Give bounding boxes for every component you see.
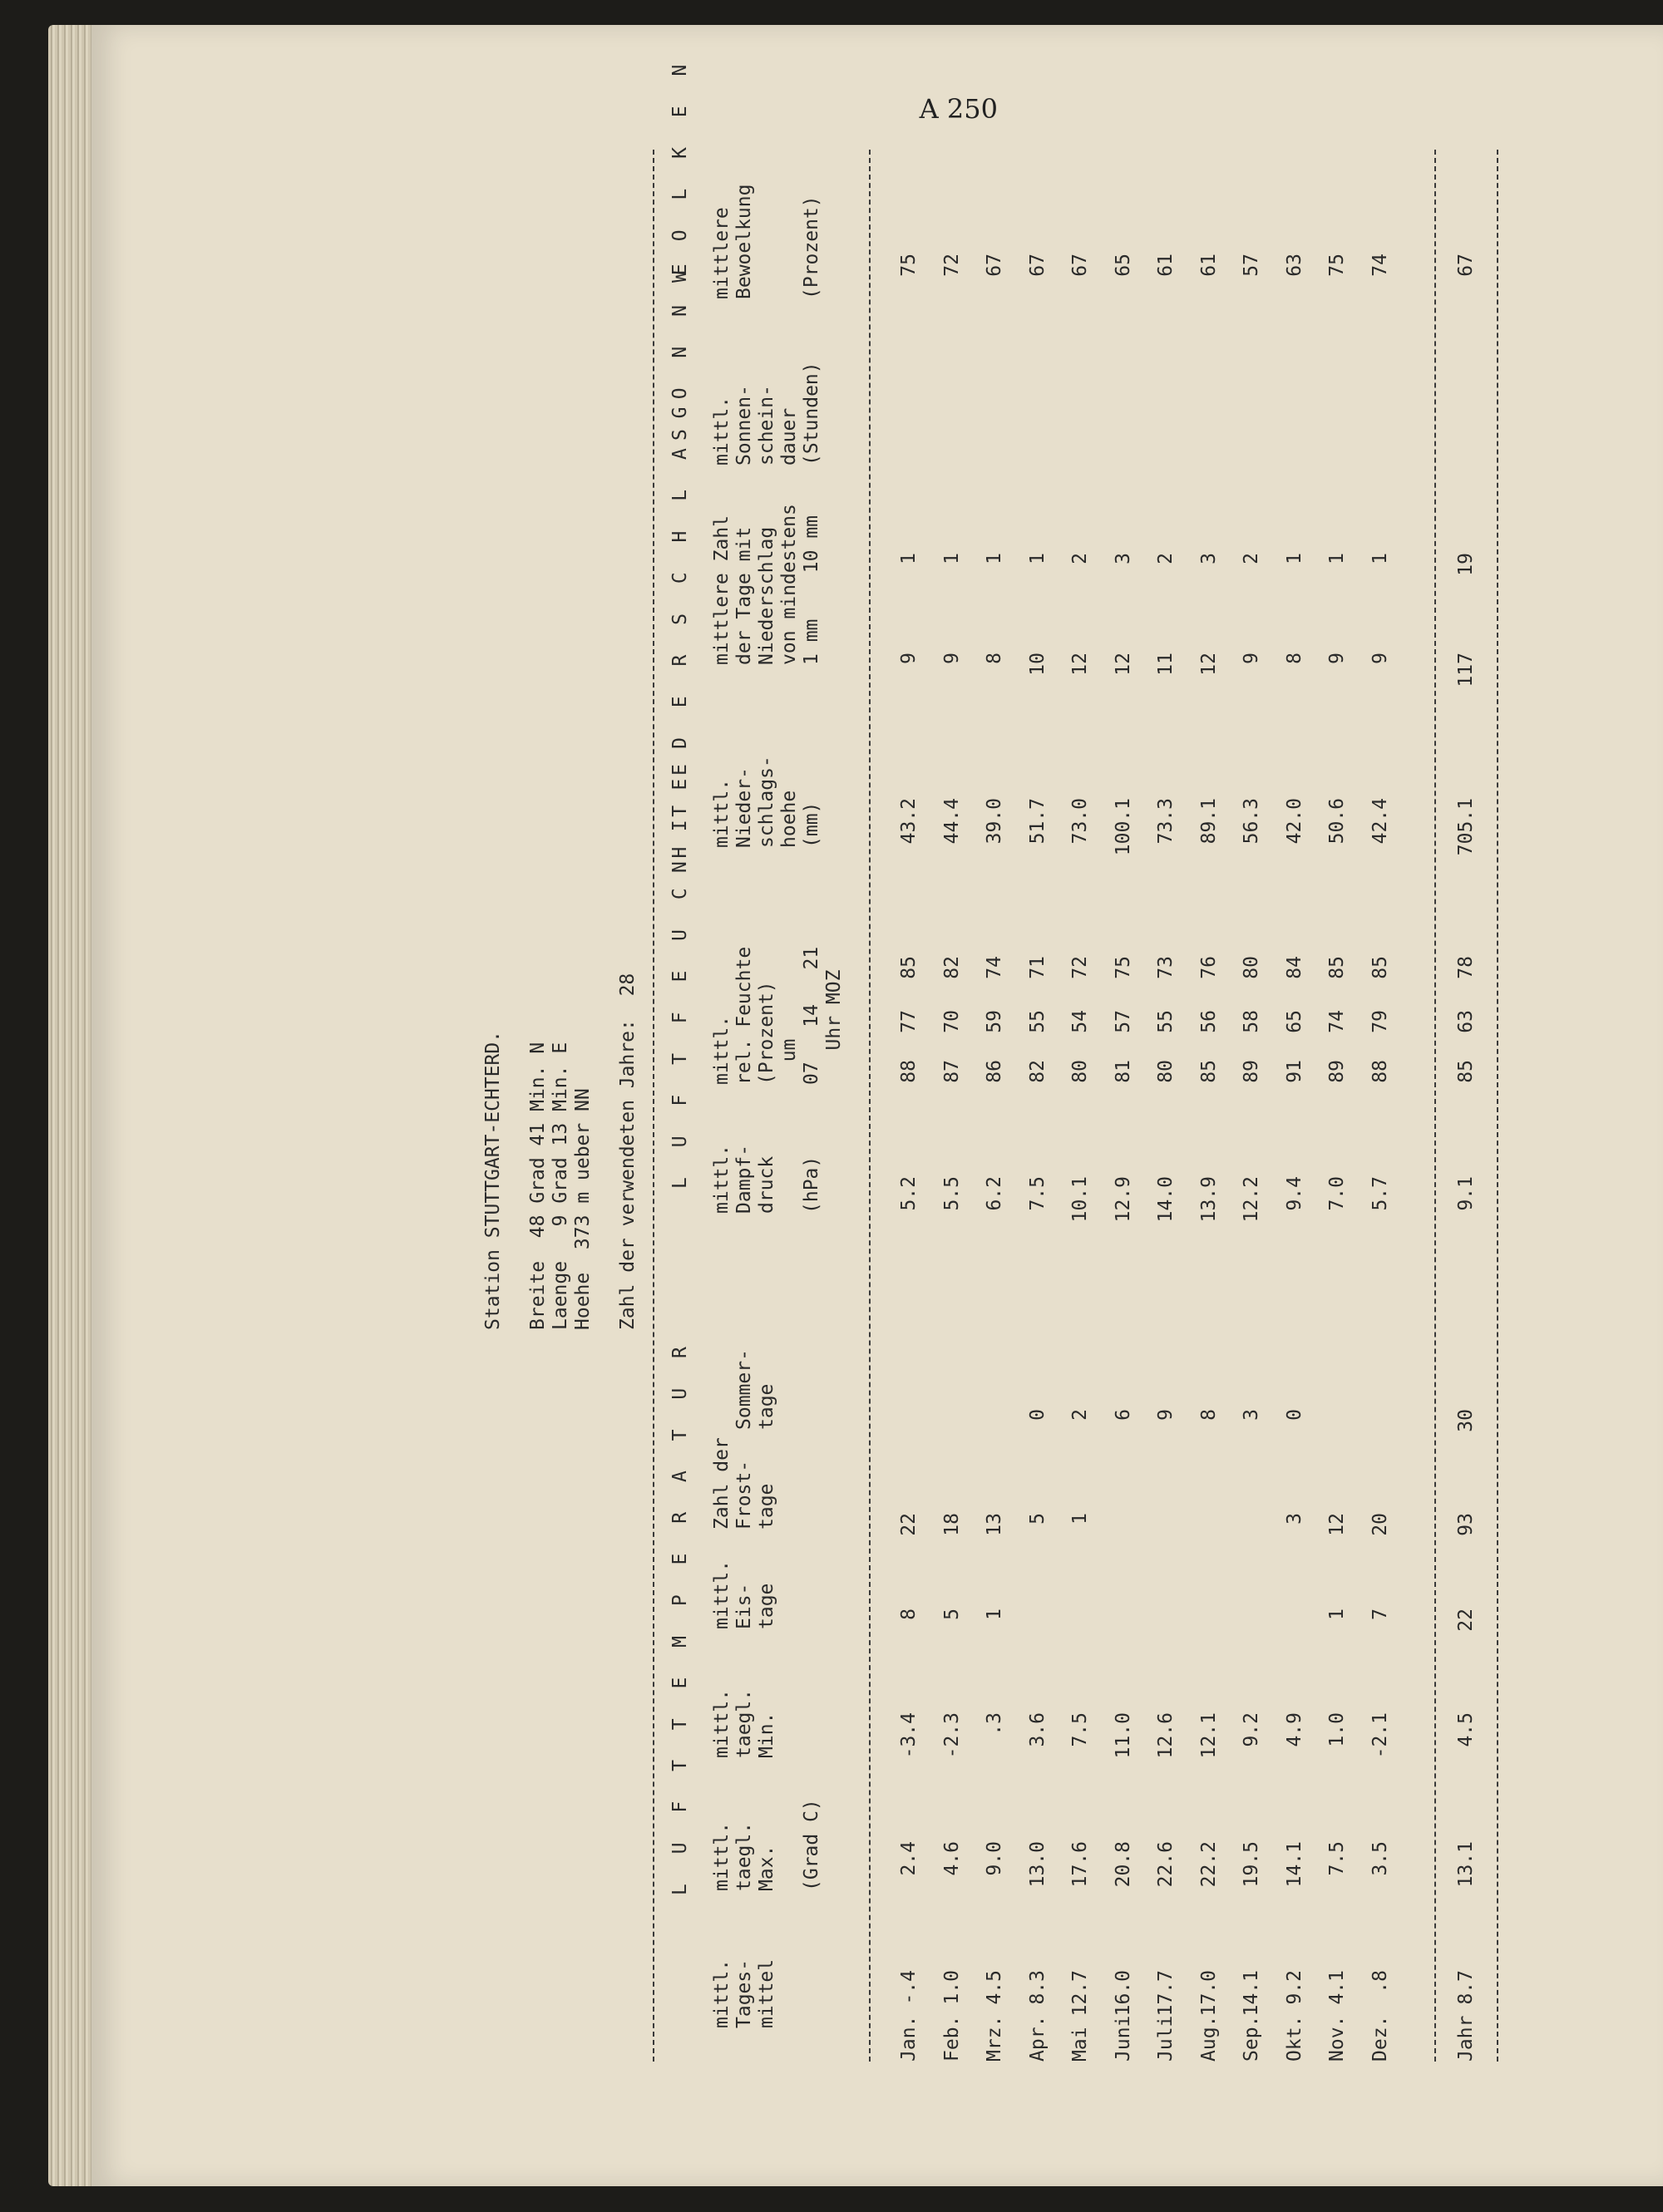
table-total-cell: 8.7 (1455, 1970, 1477, 2005)
table-cell: 63 (1283, 254, 1305, 277)
table-total-cell: 30 (1455, 1409, 1477, 1432)
station-name: Station STUTTGART-ECHTERD. (482, 1030, 504, 1330)
table-cell: 1 (1026, 553, 1049, 564)
table-cell: 7.5 (1026, 1176, 1049, 1211)
table-cell: 79 (1369, 1010, 1391, 1033)
table-cell: 2.4 (898, 1841, 920, 1876)
table-cell: -2.1 (1369, 1712, 1391, 1759)
table-cell: 1 (1283, 553, 1305, 564)
table-cell: 10 (1026, 653, 1049, 676)
table-cell: 75 (1112, 956, 1134, 979)
table-cell: 12.1 (1197, 1712, 1220, 1759)
rule-top (653, 150, 654, 2062)
table-cell: 19.5 (1241, 1841, 1262, 1888)
table-cell: 8 (1283, 653, 1305, 664)
table-cell: -3.4 (898, 1712, 920, 1759)
table-cell: 8 (984, 653, 1005, 664)
table-cell: 80 (1241, 956, 1262, 979)
table-cell: 80 (1069, 1060, 1091, 1083)
table-cell: 9 (898, 653, 920, 664)
table-cell: 8 (1197, 1409, 1220, 1421)
table-cell: 43.2 (898, 798, 920, 845)
table-row-label: Nov. (1326, 2015, 1348, 2062)
table-cell: 12 (1197, 653, 1220, 676)
column-header: mittl. Dampf- druck (hPa) (711, 1144, 822, 1214)
table-cell: 5 (1026, 1513, 1049, 1525)
table-cell: 9 (1155, 1409, 1177, 1421)
table-total-label: Jahr (1455, 2015, 1477, 2062)
table-cell: 89.1 (1197, 798, 1220, 845)
table-total-cell: 78 (1455, 956, 1477, 979)
table-cell: 17.0 (1197, 1970, 1220, 2017)
table-cell: 7 (1369, 1609, 1391, 1620)
table-cell: 12 (1326, 1513, 1348, 1536)
table-cell: 56.3 (1241, 798, 1262, 845)
table-cell: 9.0 (984, 1841, 1005, 1876)
column-header: mittl. rel. Feuchte (Prozent) um 07 14 21 Uhr MOZ (711, 946, 845, 1085)
table-cell: 14.1 (1283, 1841, 1305, 1888)
table-total-cell: 93 (1455, 1513, 1477, 1536)
table-cell: 12.7 (1069, 1970, 1091, 2017)
table-cell: 86 (984, 1060, 1005, 1083)
table-row-label: Sep. (1241, 2015, 1262, 2062)
table-cell: 4.6 (940, 1841, 963, 1876)
table-cell: 51.7 (1026, 798, 1049, 845)
table-cell: 88 (1369, 1060, 1391, 1083)
table-total-cell: 117 (1455, 653, 1477, 687)
table-cell: 4.5 (984, 1970, 1005, 2005)
table-cell: 85 (1369, 956, 1391, 979)
table-cell: 42.0 (1283, 798, 1305, 845)
table-row-label: Dez. (1369, 2015, 1391, 2062)
table-cell: 61 (1197, 254, 1220, 277)
table-cell: 1 (940, 553, 963, 564)
table-cell: 9.2 (1241, 1712, 1262, 1747)
table-cell: 5.5 (940, 1176, 963, 1211)
table-cell: 6 (1112, 1409, 1134, 1421)
rule-bottom (1434, 150, 1436, 2062)
table-cell: 3.6 (1026, 1712, 1049, 1747)
table-cell: 3 (1283, 1513, 1305, 1525)
table-cell: 9 (1241, 653, 1262, 664)
table-cell: 88 (898, 1060, 920, 1083)
table-cell: 44.4 (940, 798, 963, 845)
column-header: mittlere Bewoelkung (Prozent) (711, 184, 822, 299)
table-cell: .3 (984, 1712, 1005, 1736)
table-cell: 54 (1069, 1010, 1091, 1033)
table-row-label: Mai (1069, 2027, 1091, 2062)
table-cell: 9 (1369, 653, 1391, 664)
table-cell: 67 (1069, 254, 1091, 277)
table-cell: 72 (1069, 956, 1091, 979)
table-cell: 76 (1197, 956, 1220, 979)
table-cell: 13.0 (1026, 1841, 1049, 1888)
table-cell: 4.1 (1326, 1970, 1348, 2005)
table-cell: 74 (984, 956, 1005, 979)
station-elevation: Hoehe 373 m ueber NN (572, 1088, 594, 1330)
column-header: mittl. Sonnen- schein- dauer (Stunden) (711, 362, 822, 466)
column-header: mittl. Tages- mittel (711, 1958, 777, 2028)
table-total-cell: 705.1 (1455, 798, 1477, 856)
table-cell: 67 (984, 254, 1005, 277)
column-header: Zahl der Frost- tage (711, 1437, 777, 1530)
table-cell: 50.6 (1326, 798, 1348, 845)
table-cell: 85 (898, 956, 920, 979)
table-cell: 1 (1326, 1609, 1348, 1620)
column-header: mittl. Eis- tage (711, 1559, 777, 1629)
table-cell: 5.7 (1369, 1176, 1391, 1211)
table-cell: 61 (1155, 254, 1177, 277)
table-cell: 17.6 (1069, 1841, 1091, 1888)
years-used: Zahl der verwendeten Jahre: 28 (617, 973, 639, 1330)
table-cell: 12.6 (1155, 1712, 1177, 1759)
table-cell: 2 (1241, 553, 1262, 564)
table-cell: 84 (1283, 956, 1305, 979)
table-total-cell: 4.5 (1455, 1712, 1477, 1747)
table-cell: 12 (1069, 653, 1091, 676)
table-cell: 85 (1326, 956, 1348, 979)
table-cell: 11 (1155, 653, 1177, 676)
table-cell: 1 (984, 1609, 1005, 1620)
table-row-label: Jan. (898, 2015, 920, 2062)
column-header: mittlere Zahl der Tage mit Niederschlag von mindestens 1 mm 10 mm (711, 504, 822, 665)
table-cell: 39.0 (984, 798, 1005, 845)
table-cell: -.4 (898, 1970, 920, 2005)
table-cell: 82 (940, 956, 963, 979)
group-title: N I E D E R S C H L A G (669, 397, 691, 873)
table-cell: 9 (940, 653, 963, 664)
page-number: A 250 (919, 93, 998, 125)
table-cell: 9 (1326, 653, 1348, 664)
table-total-cell: 13.1 (1455, 1841, 1477, 1888)
table-cell: 81 (1112, 1060, 1134, 1083)
table-cell: 0 (1283, 1409, 1305, 1421)
column-header: mittl. taegl. Min. (711, 1688, 777, 1758)
table-total-cell: 67 (1455, 254, 1477, 277)
table-total-cell: 19 (1455, 553, 1477, 576)
table-cell: 12 (1112, 653, 1134, 676)
table-cell: 2 (1069, 553, 1091, 564)
table-cell: 16.0 (1112, 1970, 1134, 2017)
table-row-label: Juli (1155, 2015, 1177, 2062)
table-total-cell: 22 (1455, 1609, 1477, 1632)
column-header: mittl. Nieder- schlags- hoehe (mm) (711, 756, 822, 848)
table-cell: 75 (898, 254, 920, 277)
table-cell: 3 (1197, 553, 1220, 564)
table-cell: 70 (940, 1010, 963, 1033)
table-cell: 6.2 (984, 1176, 1005, 1211)
table-cell: 13.9 (1197, 1176, 1220, 1223)
table-cell: 8.3 (1026, 1970, 1049, 2005)
table-total-cell: 9.1 (1455, 1176, 1477, 1211)
table-cell: 1 (1069, 1513, 1091, 1525)
table-cell: 89 (1326, 1060, 1348, 1083)
table-cell: 85 (1197, 1060, 1220, 1083)
table-cell: 1 (898, 553, 920, 564)
table-cell: 14.1 (1241, 1970, 1262, 2017)
table-cell: 22.2 (1197, 1841, 1220, 1888)
table-cell: 1 (1326, 553, 1348, 564)
column-header: Sommer- tage (733, 1349, 777, 1430)
table-cell: 8 (898, 1609, 920, 1620)
table-cell: 9.2 (1283, 1970, 1305, 2005)
table-cell: 80 (1155, 1060, 1177, 1083)
table-cell: 18 (940, 1513, 963, 1536)
table-cell: 73.3 (1155, 798, 1177, 845)
group-title: L U F T F E U C H T E (669, 755, 691, 1189)
table-cell: 2 (1069, 1409, 1091, 1421)
station-longitude: Laenge 9 Grad 13 Min. E (550, 1042, 571, 1330)
table-cell: -2.3 (940, 1712, 963, 1759)
table-cell: 4.9 (1283, 1712, 1305, 1747)
table-cell: 1 (1369, 553, 1391, 564)
table-cell: 58 (1241, 1010, 1262, 1033)
table-cell: 55 (1155, 1010, 1177, 1033)
table-cell: 87 (940, 1060, 963, 1083)
table-cell: 22.6 (1155, 1841, 1177, 1888)
table-cell: 72 (940, 254, 963, 277)
rule-end (1497, 150, 1498, 2062)
table-total-cell: 85 (1455, 1060, 1477, 1083)
table-row-label: Juni (1112, 2015, 1134, 2062)
table-cell: 13 (984, 1513, 1005, 1536)
table-cell: 3 (1241, 1409, 1262, 1421)
column-header: mittl. taegl. Max. (Grad C) (711, 1799, 822, 1891)
table-cell: 55 (1026, 1010, 1049, 1033)
group-title: L U F T T E M P E R A T U R (669, 1338, 691, 1895)
table-cell: 12.9 (1112, 1176, 1134, 1223)
table-cell: 56 (1197, 1010, 1220, 1033)
table-cell: 17.7 (1155, 1970, 1177, 2017)
table-cell: 100.1 (1112, 798, 1134, 856)
table-row-label: Feb. (940, 2015, 963, 2062)
table-cell: 3 (1112, 553, 1134, 564)
table-cell: 0 (1026, 1409, 1049, 1421)
table-cell: 77 (898, 1010, 920, 1033)
table-cell: 11.0 (1112, 1712, 1134, 1759)
table-cell: 89 (1241, 1060, 1262, 1083)
table-cell: 71 (1026, 956, 1049, 979)
table-total-cell: 63 (1455, 1010, 1477, 1033)
table-row-label: Aug. (1197, 2015, 1220, 2062)
table-cell: 1.0 (940, 1970, 963, 2005)
table-cell: 67 (1026, 254, 1049, 277)
station-header (482, 973, 639, 1330)
table-cell: 65 (1283, 1010, 1305, 1033)
table-cell: 1 (984, 553, 1005, 564)
table-cell: 12.2 (1241, 1176, 1262, 1223)
station-latitude: Breite 48 Grad 41 Min. N (527, 1042, 549, 1330)
table-cell: 14.0 (1155, 1176, 1177, 1223)
table-cell: .8 (1369, 1970, 1391, 1993)
table-cell: 5 (940, 1609, 963, 1620)
group-title: W O L K E N (669, 55, 691, 283)
table-cell: 1.0 (1326, 1712, 1348, 1747)
table-cell: 10.1 (1069, 1176, 1091, 1223)
table-row-label: Mrz. (984, 2015, 1005, 2062)
table-cell: 20 (1369, 1513, 1391, 1536)
table-cell: 20.8 (1112, 1841, 1134, 1888)
table-cell: 65 (1112, 254, 1134, 277)
table-cell: 3.5 (1369, 1841, 1391, 1876)
table-cell: 7.0 (1326, 1176, 1348, 1211)
table-row-label: Apr. (1026, 2015, 1049, 2062)
table-cell: 74 (1326, 1010, 1348, 1033)
table-cell: 91 (1283, 1060, 1305, 1083)
group-title: S O N N E (669, 254, 691, 441)
table-cell: 42.4 (1369, 798, 1391, 845)
table-cell: 73.0 (1069, 798, 1091, 845)
table-cell: 59 (984, 1010, 1005, 1033)
table-cell: 7.5 (1326, 1841, 1348, 1876)
table-cell: 73 (1155, 956, 1177, 979)
table-cell: 5.2 (898, 1176, 920, 1211)
table-cell: 57 (1241, 254, 1262, 277)
table-cell: 75 (1326, 254, 1348, 277)
table-cell: 22 (898, 1513, 920, 1536)
rule-head (869, 150, 871, 2062)
table-cell: 74 (1369, 254, 1391, 277)
table-cell: 7.5 (1069, 1712, 1091, 1747)
table-cell: 57 (1112, 1010, 1134, 1033)
table-cell: 9.4 (1283, 1176, 1305, 1211)
table-cell: 2 (1155, 553, 1177, 564)
table-row-label: Okt. (1283, 2015, 1305, 2062)
table-cell: 82 (1026, 1060, 1049, 1083)
